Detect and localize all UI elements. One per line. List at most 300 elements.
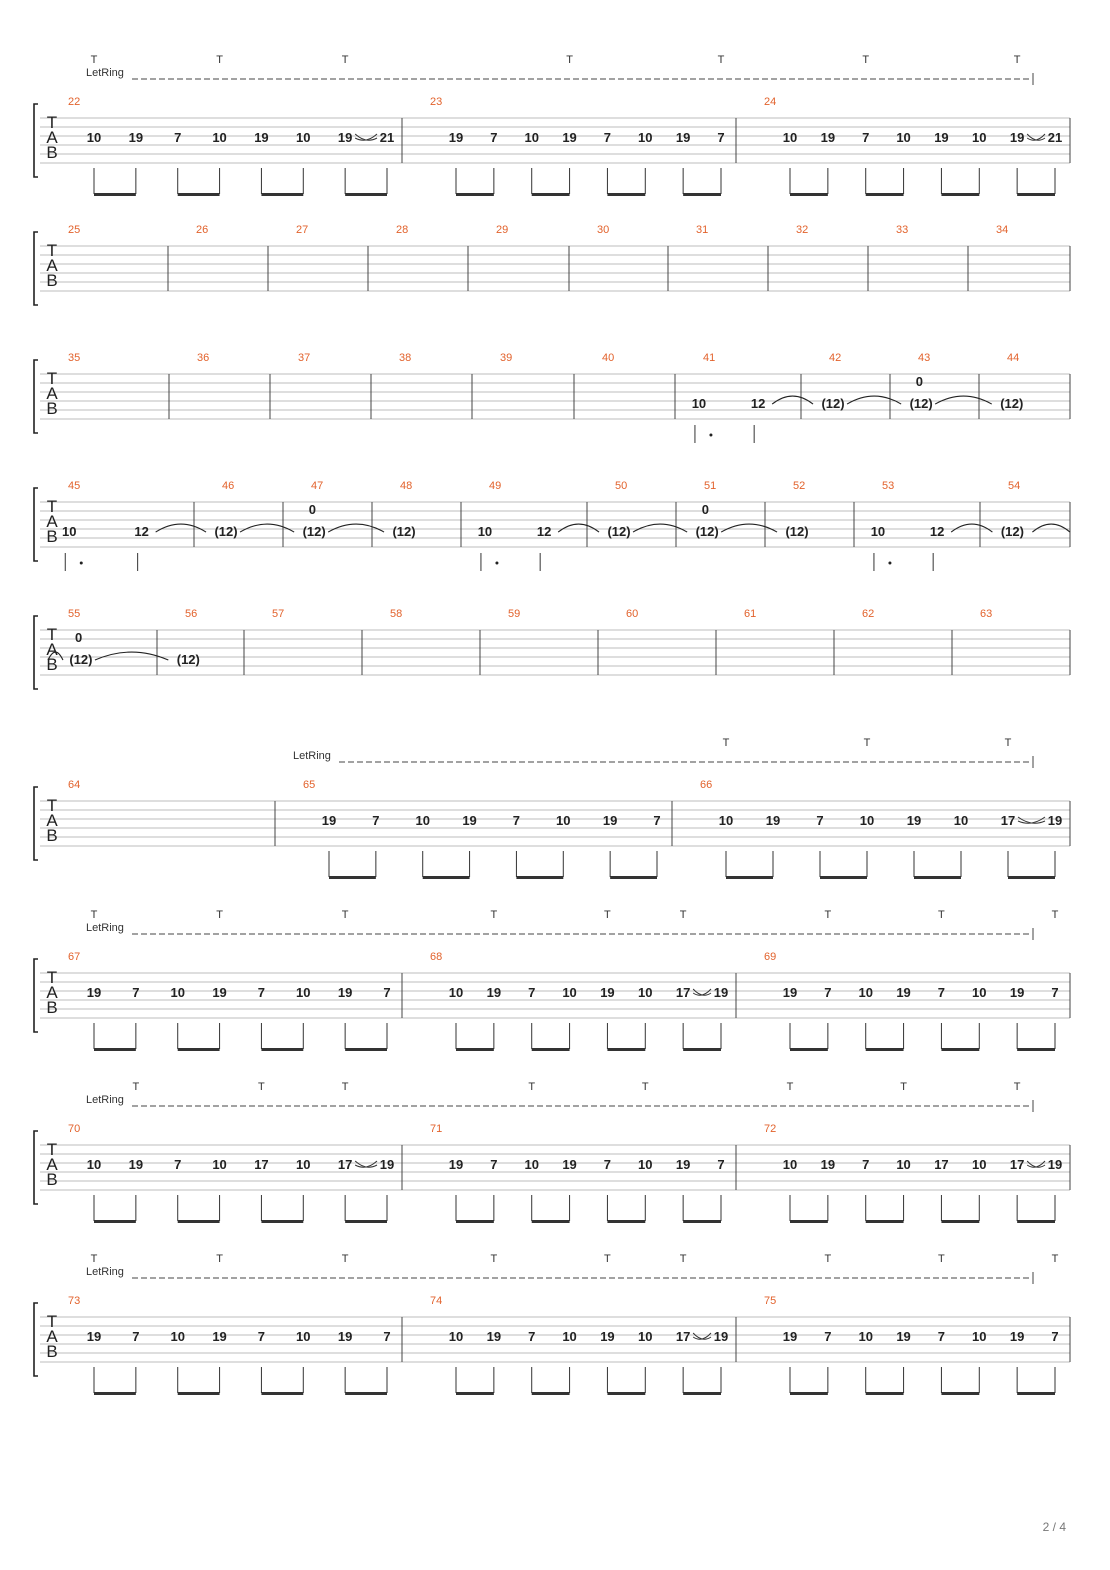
fret-number: 10 xyxy=(524,130,539,145)
tap-marker: T xyxy=(900,1081,907,1093)
system-brace xyxy=(34,1303,38,1376)
fret-number: (12) xyxy=(695,524,719,540)
tap-marker: T xyxy=(938,1253,945,1265)
tab-clef-letter: T xyxy=(46,968,58,987)
fret-number: 0 xyxy=(308,502,316,517)
bar-number: 26 xyxy=(196,224,209,236)
tap-marker: T xyxy=(490,909,498,921)
beam xyxy=(683,1220,721,1223)
tab-clef-letter: A xyxy=(46,640,58,659)
fret-number: 7 xyxy=(603,130,612,145)
tap-marker: T xyxy=(341,1081,349,1093)
tap-marker: T xyxy=(641,1081,649,1093)
beam xyxy=(516,876,563,879)
bar-number: 22 xyxy=(68,96,81,108)
tab-system xyxy=(34,54,1070,196)
tap-marker: T xyxy=(258,1081,265,1093)
tab-clef-letter: A xyxy=(46,256,58,275)
beam xyxy=(178,1048,220,1051)
fret-number: 19 xyxy=(1047,813,1063,828)
beam xyxy=(1017,1392,1055,1395)
fret-number: 7 xyxy=(512,813,521,828)
fret-number: 10 xyxy=(691,396,707,412)
tab-clef-letter: T xyxy=(46,369,58,388)
beam xyxy=(94,193,136,196)
beam xyxy=(532,1048,570,1051)
system-brace xyxy=(34,360,38,433)
fret-number: 7 xyxy=(132,985,140,1000)
fret-number: 10 xyxy=(212,1157,227,1172)
beam xyxy=(790,1392,828,1395)
tap-marker: T xyxy=(679,1253,687,1265)
fret-number: 10 xyxy=(296,130,311,145)
fret-number: 19 xyxy=(1009,1329,1025,1344)
tap-marker: T xyxy=(1013,1081,1021,1093)
fret-number: 0 xyxy=(915,374,923,389)
tap-marker: T xyxy=(566,54,573,66)
tab-system xyxy=(34,480,1070,571)
beam xyxy=(94,1048,136,1051)
beam xyxy=(790,193,828,196)
tap-marker: T xyxy=(216,909,223,921)
bar-number: 31 xyxy=(696,224,709,236)
fret-number: 10 xyxy=(562,985,577,1000)
fret-number: 19 xyxy=(86,1329,102,1344)
bar-number: 30 xyxy=(597,224,610,236)
tap-marker: T xyxy=(490,1253,498,1265)
beam xyxy=(456,1392,494,1395)
fret-number: 7 xyxy=(937,1329,946,1344)
fret-number: 19 xyxy=(448,130,464,145)
fret-number: (12) xyxy=(302,524,326,540)
bar-number: 71 xyxy=(430,1123,443,1135)
system-brace xyxy=(34,1131,38,1204)
fret-number: 12 xyxy=(750,396,766,412)
tap-marker: T xyxy=(786,1081,794,1093)
tap-marker: T xyxy=(132,1081,140,1093)
bar-number: 54 xyxy=(1008,480,1021,492)
tab-clef-letter: A xyxy=(46,811,58,830)
fret-number: 10 xyxy=(972,130,987,145)
tie xyxy=(951,524,992,532)
beam xyxy=(423,876,470,879)
fret-number: 10 xyxy=(638,130,653,145)
fret-number: 10 xyxy=(782,1157,798,1172)
fret-number: (12) xyxy=(392,524,416,540)
tab-clef-letter: T xyxy=(46,625,58,644)
fret-number: 10 xyxy=(870,524,886,540)
fret-number: 19 xyxy=(602,813,618,828)
beam xyxy=(941,1220,979,1223)
tap-marker: T xyxy=(863,737,871,749)
fret-number: 21 xyxy=(1047,130,1063,145)
fret-number: 19 xyxy=(782,1329,798,1344)
beam xyxy=(607,1220,645,1223)
bar-number: 63 xyxy=(980,608,993,620)
fret-number: 10 xyxy=(556,813,571,828)
let-ring-label: LetRing xyxy=(86,1094,124,1106)
tab-clef-letter: B xyxy=(46,826,58,845)
beam xyxy=(94,1220,136,1223)
fret-number: 7 xyxy=(717,130,725,145)
fret-number: 10 xyxy=(896,130,911,145)
fret-number: 7 xyxy=(490,1157,498,1172)
bar-number: 68 xyxy=(430,951,443,963)
bar-number: 37 xyxy=(298,352,311,364)
system-brace xyxy=(34,959,38,1032)
fret-number: 10 xyxy=(718,813,734,828)
tie xyxy=(328,524,384,532)
fret-number: 19 xyxy=(448,1157,464,1172)
beam xyxy=(683,1392,721,1395)
fret-number: 7 xyxy=(383,1329,391,1344)
fret-number: 19 xyxy=(486,1329,502,1344)
bar-number: 46 xyxy=(222,480,235,492)
system-brace xyxy=(34,488,38,561)
fret-number: 19 xyxy=(562,130,577,145)
fret-number: 10 xyxy=(296,1329,311,1344)
tap-marker: T xyxy=(341,909,349,921)
tap-marker: T xyxy=(528,1081,536,1093)
fret-number: 19 xyxy=(337,985,353,1000)
tap-marker: T xyxy=(216,54,223,66)
fret-number: 10 xyxy=(212,130,227,145)
bar-number: 47 xyxy=(311,480,324,492)
beam xyxy=(532,1392,570,1395)
fret-number: 19 xyxy=(675,130,691,145)
bar-number: 42 xyxy=(829,352,842,364)
tap-marker: T xyxy=(1051,909,1059,921)
fret-number: (12) xyxy=(607,524,631,540)
bar-number: 39 xyxy=(500,352,513,364)
bar-number: 57 xyxy=(272,608,285,620)
let-ring-label: LetRing xyxy=(293,750,331,762)
fret-number: 17 xyxy=(675,1329,691,1344)
beam xyxy=(866,1048,904,1051)
fret-number: 7 xyxy=(174,130,182,145)
tap-marker: T xyxy=(1051,1253,1059,1265)
fret-number: 7 xyxy=(372,813,380,828)
fret-number: 10 xyxy=(170,985,185,1000)
tab-clef-letter: T xyxy=(46,1312,58,1331)
beam xyxy=(607,1392,645,1395)
let-ring-label: LetRing xyxy=(86,67,124,79)
beam xyxy=(345,1048,387,1051)
tap-marker: T xyxy=(862,54,870,66)
fret-number: 17 xyxy=(337,1157,353,1172)
beam xyxy=(345,1220,387,1223)
system-brace xyxy=(34,616,38,689)
fret-number: 7 xyxy=(528,1329,536,1344)
fret-number: 19 xyxy=(600,1329,615,1344)
fret-number: 7 xyxy=(132,1329,140,1344)
bar-number: 43 xyxy=(918,352,931,364)
fret-number: 7 xyxy=(816,813,824,828)
fret-number: 19 xyxy=(906,813,922,828)
fret-number: (12) xyxy=(785,524,809,540)
fret-number: 10 xyxy=(170,1329,185,1344)
let-ring-label: LetRing xyxy=(86,922,124,934)
bar-number: 35 xyxy=(68,352,81,364)
fret-number: 19 xyxy=(934,130,949,145)
fret-number: 10 xyxy=(477,524,493,540)
beam xyxy=(261,1392,303,1395)
fret-number: 10 xyxy=(953,813,969,828)
tap-marker: T xyxy=(90,54,98,66)
fret-number: 17 xyxy=(934,1157,949,1172)
fret-number: 7 xyxy=(653,813,661,828)
bar-number: 73 xyxy=(68,1295,81,1307)
bar-number: 62 xyxy=(862,608,875,620)
fret-number: 19 xyxy=(462,813,477,828)
fret-number: 10 xyxy=(972,1157,987,1172)
tab-system xyxy=(34,1253,1070,1395)
beam xyxy=(456,193,494,196)
tap-marker: T xyxy=(604,1253,611,1265)
tab-system xyxy=(34,608,1070,689)
fret-number: 7 xyxy=(383,985,391,1000)
tab-system xyxy=(34,909,1070,1051)
bar-number: 28 xyxy=(396,224,409,236)
fret-number: 7 xyxy=(528,985,536,1000)
beam xyxy=(532,1220,570,1223)
fret-number: 7 xyxy=(824,985,832,1000)
fret-number: 10 xyxy=(415,813,430,828)
beam xyxy=(178,1220,220,1223)
bar-number: 32 xyxy=(796,224,809,236)
beam xyxy=(820,876,867,879)
bar-number: 24 xyxy=(764,96,777,108)
beam xyxy=(261,1048,303,1051)
fret-number: (12) xyxy=(1000,524,1024,540)
fret-number: 19 xyxy=(765,813,781,828)
tap-marker: T xyxy=(824,909,832,921)
page-number: 2 / 4 xyxy=(1042,1520,1066,1534)
tap-marker: T xyxy=(1004,737,1012,749)
beam xyxy=(866,193,904,196)
beam xyxy=(683,193,721,196)
fret-number: 7 xyxy=(1051,1329,1059,1344)
bar-number: 61 xyxy=(744,608,757,620)
bar-number: 56 xyxy=(185,608,198,620)
fret-number: 17 xyxy=(1009,1157,1025,1172)
bar-number: 48 xyxy=(400,480,413,492)
bar-number: 55 xyxy=(68,608,81,620)
beam xyxy=(456,1048,494,1051)
tap-marker: T xyxy=(604,909,611,921)
beam xyxy=(726,876,773,879)
beam xyxy=(866,1220,904,1223)
beam xyxy=(1008,876,1055,879)
fret-number: (12) xyxy=(821,396,845,412)
tap-marker: T xyxy=(717,54,725,66)
beam xyxy=(178,1392,220,1395)
tap-marker: T xyxy=(1013,54,1021,66)
system-brace xyxy=(34,787,38,860)
fret-number: 19 xyxy=(562,1157,577,1172)
tab-system xyxy=(34,1081,1070,1223)
fret-number: 10 xyxy=(638,1157,653,1172)
fret-number: 10 xyxy=(972,985,987,1000)
fret-number: 19 xyxy=(896,985,911,1000)
tap-marker: T xyxy=(341,1253,349,1265)
fret-number: 7 xyxy=(717,1157,725,1172)
tie xyxy=(1032,524,1070,532)
bar-number: 66 xyxy=(700,779,713,791)
tab-clef-letter: B xyxy=(46,1342,58,1361)
beam xyxy=(1017,193,1055,196)
fret-number: 0 xyxy=(74,630,83,645)
beam xyxy=(607,193,645,196)
let-ring-label: LetRing xyxy=(86,1266,124,1278)
tie xyxy=(847,396,901,404)
system-brace xyxy=(34,232,38,305)
fret-number: 10 xyxy=(296,985,311,1000)
fret-number: 19 xyxy=(212,985,227,1000)
fret-number: 19 xyxy=(254,130,269,145)
fret-number: 10 xyxy=(896,1157,911,1172)
fret-number: 10 xyxy=(562,1329,577,1344)
fret-number: 7 xyxy=(603,1157,612,1172)
bar-number: 53 xyxy=(882,480,895,492)
system-brace xyxy=(34,104,38,177)
tab-clef-letter: A xyxy=(46,384,58,403)
fret-number: 12 xyxy=(134,524,149,540)
fret-number: 19 xyxy=(713,1329,729,1344)
tie xyxy=(558,524,599,532)
fret-number: 19 xyxy=(128,1157,144,1172)
fret-number: 10 xyxy=(448,985,464,1000)
fret-number: 19 xyxy=(820,1157,836,1172)
bar-number: 70 xyxy=(68,1123,81,1135)
tap-marker: T xyxy=(938,909,945,921)
fret-number: 17 xyxy=(675,985,691,1000)
tab-clef-letter: T xyxy=(46,796,58,815)
beam xyxy=(790,1220,828,1223)
bar-number: 50 xyxy=(615,480,628,492)
tab-clef-letter: A xyxy=(46,512,58,531)
tab-clef-letter: T xyxy=(46,1140,58,1159)
fret-number: 19 xyxy=(486,985,502,1000)
fret-number: (12) xyxy=(909,396,933,412)
fret-number: 10 xyxy=(296,1157,311,1172)
bar-number: 33 xyxy=(896,224,909,236)
bar-number: 23 xyxy=(430,96,443,108)
bar-number: 51 xyxy=(704,480,717,492)
tab-system xyxy=(34,352,1070,443)
bar-number: 67 xyxy=(68,951,81,963)
tie xyxy=(935,396,992,404)
fret-number: 19 xyxy=(337,1329,353,1344)
fret-number: 17 xyxy=(254,1157,269,1172)
tab-clef-letter: B xyxy=(46,998,58,1017)
fret-number: 19 xyxy=(379,1157,395,1172)
beam xyxy=(941,1392,979,1395)
bar-number: 25 xyxy=(68,224,81,236)
bar-number: 60 xyxy=(626,608,639,620)
fret-number: 7 xyxy=(862,1157,870,1172)
tie xyxy=(772,396,813,404)
fret-number: 10 xyxy=(638,985,653,1000)
bar-number: 49 xyxy=(489,480,502,492)
beam xyxy=(532,193,570,196)
bar-number: 59 xyxy=(508,608,521,620)
fret-number: 12 xyxy=(536,524,552,540)
tap-marker: T xyxy=(90,1253,98,1265)
fret-number: 19 xyxy=(128,130,144,145)
fret-number: 19 xyxy=(782,985,798,1000)
tap-marker: T xyxy=(216,1253,223,1265)
fret-number: 10 xyxy=(858,1329,873,1344)
bar-number: 34 xyxy=(996,224,1009,236)
tab-clef-letter: B xyxy=(46,527,58,546)
beam xyxy=(261,193,303,196)
tab-clef-letter: T xyxy=(46,497,58,516)
fret-number: 19 xyxy=(675,1157,691,1172)
beam xyxy=(607,1048,645,1051)
bar-number: 40 xyxy=(602,352,615,364)
tab-clef-letter: B xyxy=(46,655,58,674)
tap-marker: T xyxy=(341,54,349,66)
beam xyxy=(329,876,376,879)
bar-number: 52 xyxy=(793,480,806,492)
beam xyxy=(790,1048,828,1051)
fret-number: 17 xyxy=(1000,813,1016,828)
fret-number: 19 xyxy=(337,130,353,145)
beam xyxy=(178,193,220,196)
bar-number: 58 xyxy=(390,608,403,620)
bar-number: 45 xyxy=(68,480,81,492)
fret-number: 7 xyxy=(257,985,266,1000)
beam xyxy=(456,1220,494,1223)
bar-number: 27 xyxy=(296,224,309,236)
tie xyxy=(633,524,687,532)
fret-number: 19 xyxy=(896,1329,911,1344)
tab-system xyxy=(34,224,1070,305)
fret-number: 19 xyxy=(1009,985,1025,1000)
fret-number: 12 xyxy=(929,524,945,540)
fret-number: 19 xyxy=(1047,1157,1063,1172)
tab-clef-letter: A xyxy=(46,1327,58,1346)
beam xyxy=(941,193,979,196)
dotted-note xyxy=(80,562,83,565)
fret-number: 7 xyxy=(824,1329,832,1344)
beam xyxy=(1017,1220,1055,1223)
tab-clef-letter: B xyxy=(46,143,58,162)
fret-number: 10 xyxy=(972,1329,987,1344)
tap-marker: T xyxy=(722,737,730,749)
fret-number: (12) xyxy=(214,524,238,540)
fret-number: 10 xyxy=(638,1329,653,1344)
fret-number: 10 xyxy=(858,985,873,1000)
tab-clef-letter: A xyxy=(46,1155,58,1174)
fret-number: 19 xyxy=(820,130,836,145)
beam xyxy=(94,1392,136,1395)
fret-number: 19 xyxy=(713,985,729,1000)
dotted-note xyxy=(495,562,498,565)
fret-number: 19 xyxy=(212,1329,227,1344)
bar-number: 72 xyxy=(764,1123,777,1135)
bar-number: 44 xyxy=(1007,352,1020,364)
beam xyxy=(610,876,657,879)
tab-clef-letter: T xyxy=(46,241,58,260)
fret-number: 7 xyxy=(937,985,946,1000)
bar-number: 36 xyxy=(197,352,210,364)
beam xyxy=(866,1392,904,1395)
tab-clef-letter: B xyxy=(46,399,58,418)
tie xyxy=(156,524,206,532)
beam xyxy=(1017,1048,1055,1051)
